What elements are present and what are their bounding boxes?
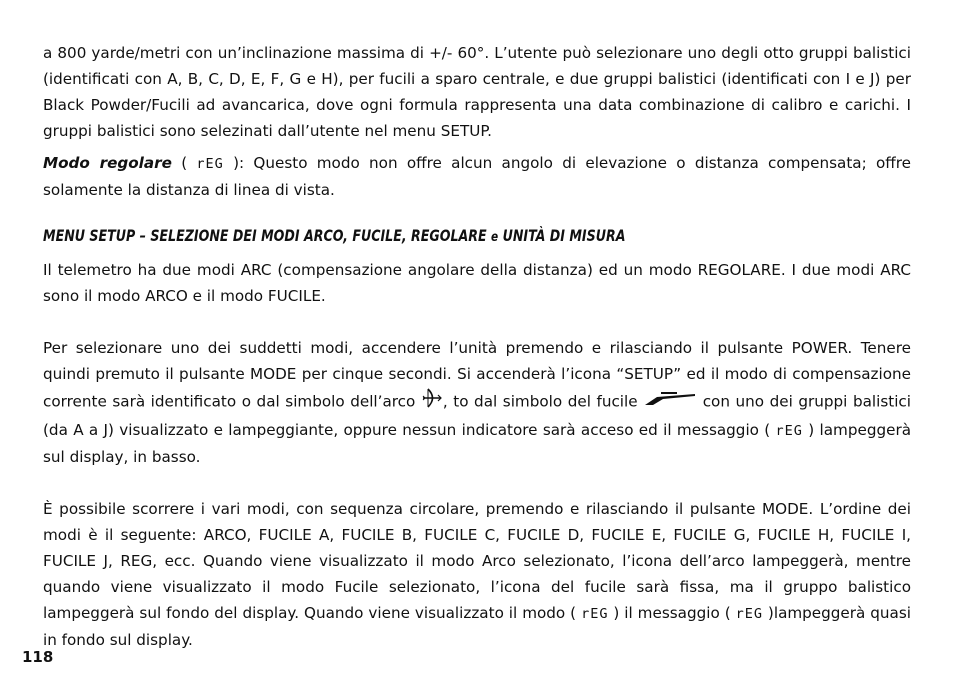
rifle-icon: [643, 389, 697, 415]
regolare-paragraph: [43, 150, 911, 203]
regolare-text: ): Questo modo non offre alcun angolo di elevazione o distanza compensata; offre solamente la distanza di linea di vista.: [43, 154, 911, 199]
arc-modes-paragraph: Il telemetro ha due modi ARC (compensazione angolare della distanza) ed un modo REGOLARE. I due modi ARC sono il modo ARCO e il modo FUCILE.: [43, 261, 911, 305]
cycle-modes-text-1: È possibile scorrere i vari modi, con sequenza circolare, premendo e rilasciando il pulsante MODE. L’ordine dei modi è il seguente: ARCO, FUCILE A, FUCILE B, FUCILE C, FUCILE D, FUCILE E, FUCILE G, FUCILE H, FUCILE I, FUCILE J, REG, ecc. Quando viene visualizzato il modo Arco selezionato, l’icona dell’arco lampeggerà, mentre quando viene visualizzato il modo Fucile selezionato, l’icona del fucile sarà fissa, ma il gruppo balistico lampeggerà sul fondo del display. Quando viene visualizzato il modo (: [43, 500, 911, 622]
cycle-modes-paragraph: [43, 496, 911, 653]
heading-part3: UNITÀ DI MISURA: [498, 227, 626, 245]
cycle-modes-text-2: ) il messaggio (: [608, 604, 736, 622]
heading-part1: MENU SETUP – SELEZIONE DEI MODI ARCO, FUCILE, REGOLARE: [43, 227, 492, 245]
select-mode-text-1: Per selezionare uno dei suddetti modi, accendere l’unità premendo e rilasciando il pulsante POWER. Tenere quindi premuto il pulsante MODE per cinque secondi. Si accenderà l’icona “SETUP” ed il modo di compensazione corrente sarà identificato o dal simbolo dell’arco: [43, 339, 911, 411]
select-mode-text-3: con uno dei gruppi balistici (da A a J) visualizzato e lampeggiante, oppure nessun indicatore sarà acceso ed il messaggio (: [43, 392, 911, 439]
select-mode-paragraph: [43, 335, 911, 470]
page-number: 118: [22, 648, 54, 666]
select-mode-text-2: , to dal simbolo del fucile: [442, 392, 644, 411]
select-mode-text-4: ) lampeggerà sul display, in basso.: [43, 421, 912, 466]
reg-display-text: rEG: [735, 606, 763, 622]
intro-paragraph: a 800 yarde/metri con un’inclinazione massima di +/- 60°. L’utente può selezionare uno degli otto gruppi balistici (identificati con A, B, C, D, E, F, G e H), per fucili a sparo centrale, e due gruppi balistici (identificati con I e J) per Black Powder/Fucili ad avancarica, dove ogni formula rappresenta una data combinazione di calibro e carichi. I gruppi balistici sono selezinati dall’utente nel menu SETUP.: [43, 44, 911, 140]
regolare-title: Modo regolare: [43, 154, 172, 172]
reg-display-text: rEG: [196, 156, 224, 172]
cycle-modes-text-3: )lampeggerà quasi in fondo sul display.: [43, 604, 911, 649]
section-heading: [43, 223, 824, 251]
manual-page: [43, 40, 911, 653]
regolare-open: (: [171, 154, 188, 172]
reg-display-text: rEG: [775, 423, 803, 439]
bow-icon: [421, 387, 443, 417]
reg-display-text: rEG: [581, 606, 609, 622]
heading-part2: e: [491, 230, 499, 245]
